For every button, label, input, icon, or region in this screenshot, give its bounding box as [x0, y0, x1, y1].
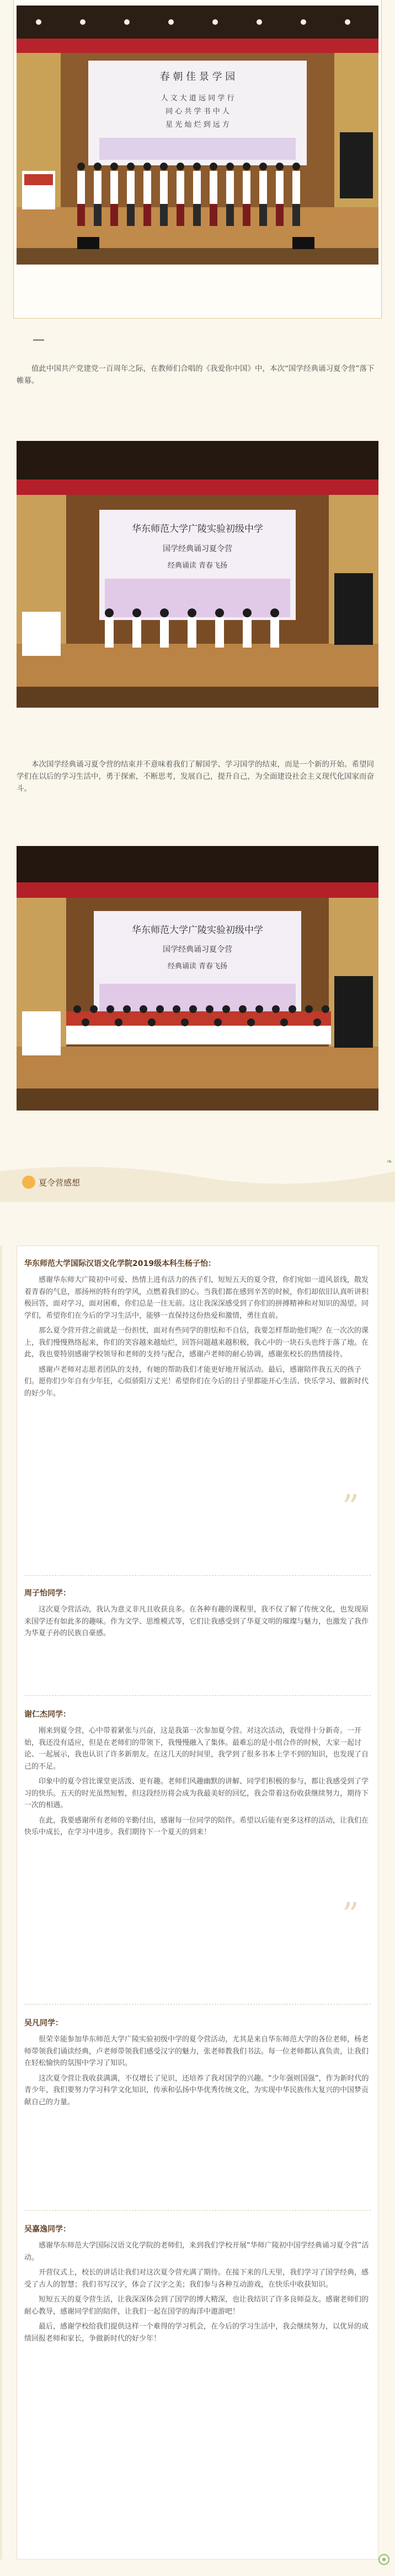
- section-divider: [24, 2210, 371, 2211]
- section-paragraph: 刚来到夏令营，心中带着紧张与兴奋，这是我第一次参加夏令营。对这次活动，我觉得十分新奇。一开始，我还没有适应，但是在老师们的带领下，我慢慢融入了集体。最难忘的是小组合作的时候，大家一起讨论、一起展示，我也认识了许多新朋友。在这几天的时间里，我学到了很多书本上学不到的知识，也发现了自己的不足。: [24, 1727, 369, 1771]
- quote-mark-icon: ”: [342, 1488, 359, 1527]
- section-paragraph: 这次夏令营活动，我认为意义非凡且收获良多。在各种有趣的课程里，我不仅了解了传统文化，也发现原来国学还有如此多的趣味。作为文学、思维模式等，它们让我感受到了华夏文明的璀璨与魅力，也激发了我作为华夏子孙的民族自豪感。: [24, 1605, 369, 1637]
- section-paragraph: 在此，我要感谢所有老师的辛勤付出，感谢每一位同学的陪伴。希望以后能有更多这样的活动，让我们在快乐中成长，在学习中进步。我们期待下一个夏天的到来！: [24, 1816, 369, 1836]
- section-paragraph: 感谢华东师大广陵初中可爱、热情上进有活力的孩子们，短短五天的夏令营，你们宛如一道风景线，散发着青春的气息，那扬州的特有的学风，点燃着我们的心。当我们都在感到辛苦的时候，你们却依旧认真听讲积极回答，面对学习，面对困难，你们总是一往无前。这让我深深感受到了你们的拼搏精神和对知识的渴望。同学们，希望你们在今后的学习生活中，能够一直保持这份热爱和激情，勇往直前。: [24, 1276, 369, 1320]
- end-marker-icon: [378, 2554, 389, 2565]
- photo1-banner-line3: 同 心 共 学 书 中 人: [166, 107, 229, 116]
- panel-left-decoration: [0, 1246, 2, 2559]
- section-heading: 谢仁杰同学：: [24, 1710, 71, 1719]
- section-heading: 吴凡同学：: [24, 2019, 63, 2028]
- photo3-banner-line2: 国学经典诵习夏令营: [163, 945, 232, 954]
- leaf-icon: ❧: [386, 1157, 393, 1166]
- section-paragraph: 印象中的夏令营比课堂更活泼、更有趣。老师们风趣幽默的讲解、同学们积极的参与，都让我感受到了学习的快乐。五天的时光虽然短暂，但这段经历将会成为我最美好的回忆，我会带着这份收获继续努力，期待下一次的相遇。: [24, 1777, 369, 1809]
- photo2-banner-line2: 国学经典诵习夏令营: [163, 545, 232, 553]
- impression-section-1: [24, 1258, 371, 1403]
- impression-section-4: [24, 2017, 371, 2111]
- paragraph-reflection: 本次国学经典诵习夏令营的结束并不意味着我们了解国学、学习国学的结束，而是一个新的开始。希望同学们在以后的学习生活中，勇于探索，不断思考，发展自己，提升自己，为全面建设社会主义现代化国家而奋斗。: [17, 760, 374, 793]
- photo2-banner-line3: 经典诵读 青春飞扬: [167, 562, 228, 570]
- decorative-divider: [33, 339, 44, 341]
- section-divider: [24, 1695, 371, 1696]
- photo3-banner-line1: 华东师范大学广陵实验初级中学: [132, 925, 263, 936]
- camp-impressions-panel: [17, 1246, 378, 2559]
- photo1-banner-line4: 星 光 灿 烂 到 远 方: [166, 121, 229, 129]
- impression-section-3: [24, 1709, 371, 1842]
- section-paragraph: 开营仪式上，校长的讲话让我们对这次夏令营充满了期待。在接下来的几天里，我们学习了国学经典，感受了古人的智慧；我们书写汉字，体会了汉字之美；我们参与各种互动游戏，在快乐中收获知识。: [24, 2268, 369, 2289]
- section-paragraph: 感谢卢老师对志愿者团队的支持，有她的帮助我们才能更好地开展活动。最后，感谢陪伴我五天的孩子们。愿你们少年自有少年狂，心似骄阳万丈光！希望你们在今后的日子里都能开心生活、快乐学习、做新时代的好少年。: [24, 1365, 369, 1398]
- section-banner: [0, 1155, 395, 1202]
- photo1-banner-line1: 春 朝 佳 景 学 园: [159, 71, 236, 83]
- photo1-banner-line2: 人 文 大 道 远 同 学 行: [161, 94, 234, 103]
- impression-section-2: [24, 1587, 371, 1643]
- section-paragraph: 很荣幸能参加华东师范大学广陵实验初级中学的夏令营活动，尤其是来自华东师范大学的各位老师，杨老师带领我们诵读经典，卢老师带领我们感受汉字的魅力，张老师教我们书法。每一位老师都认真负责，让我们在轻松愉快的氛围中学习了知识。: [24, 2035, 369, 2067]
- paragraph-closing: 值此中国共产党建党一百周年之际，在教师们合唱的《我爱你中国》中，本次“国学经典诵习夏令营”落下帷幕。: [17, 364, 375, 385]
- photo-group-3: [17, 846, 378, 1111]
- photo2-banner-line1: 华东师范大学广陵实验初级中学: [132, 524, 263, 535]
- photo-group-2: [17, 441, 378, 708]
- section-paragraph: 最后，感谢学校给我们提供这样一个难得的学习机会，在今后的学习生活中，我会继续努力，以优异的成绩回报老师和家长，争做新时代的好少年！: [24, 2322, 369, 2343]
- section-heading: 吴嘉逸同学：: [24, 2225, 71, 2234]
- quote-mark-icon: ”: [342, 1896, 359, 1934]
- section-banner-title: 夏令营感想: [39, 1178, 81, 1188]
- section-paragraph: 那么夏令营开营之前就是一份担忧，面对有些同学的胆怯和不自信，我要怎样帮助他们呢？在一次次的课上，我们慢慢熟络起来，你们的笑容越来越灿烂，回答问题越来越积极，我心中的一块石头也终于落了地。在此，我也要特别感谢学校领导和老师的支持与配合，感谢卢老师的耐心协调，感谢张校长的热情接待。: [24, 1327, 369, 1359]
- photo3-banner-line3: 经典诵读 青春飞扬: [167, 962, 228, 971]
- impression-section-5: [24, 2223, 371, 2348]
- section-heading: 周子怡同学：: [24, 1589, 71, 1598]
- section-paragraph: 短短五天的夏令营生活，让我深深体会到了国学的博大精深，也让我结识了许多良师益友。感谢老师们的耐心教导，感谢同学们的陪伴，让我们一起在国学的海洋中遨游吧！: [24, 2295, 369, 2316]
- section-paragraph: 感谢华东师范大学国际汉语文化学院的老师们，来到我们学校开展“华师广陵初中国学经典诵习夏令营”活动。: [24, 2241, 369, 2262]
- banner-bullet-icon: [22, 1176, 35, 1189]
- photo-group-1: [17, 6, 378, 265]
- section-heading: 华东师范大学国际汉语文化学院2019级本科生杨子怡：: [24, 1259, 216, 1268]
- section-paragraph: 这次夏令营让我收获满满，不仅增长了见识，还培养了我对国学的兴趣。“少年强则国强”，作为新时代的青少年，我们要努力学习科学文化知识，传承和弘扬中华优秀传统文化，为实现中华民族伟大复兴的中国梦贡献自己的力量。: [24, 2074, 369, 2106]
- section-divider: [24, 1575, 371, 1576]
